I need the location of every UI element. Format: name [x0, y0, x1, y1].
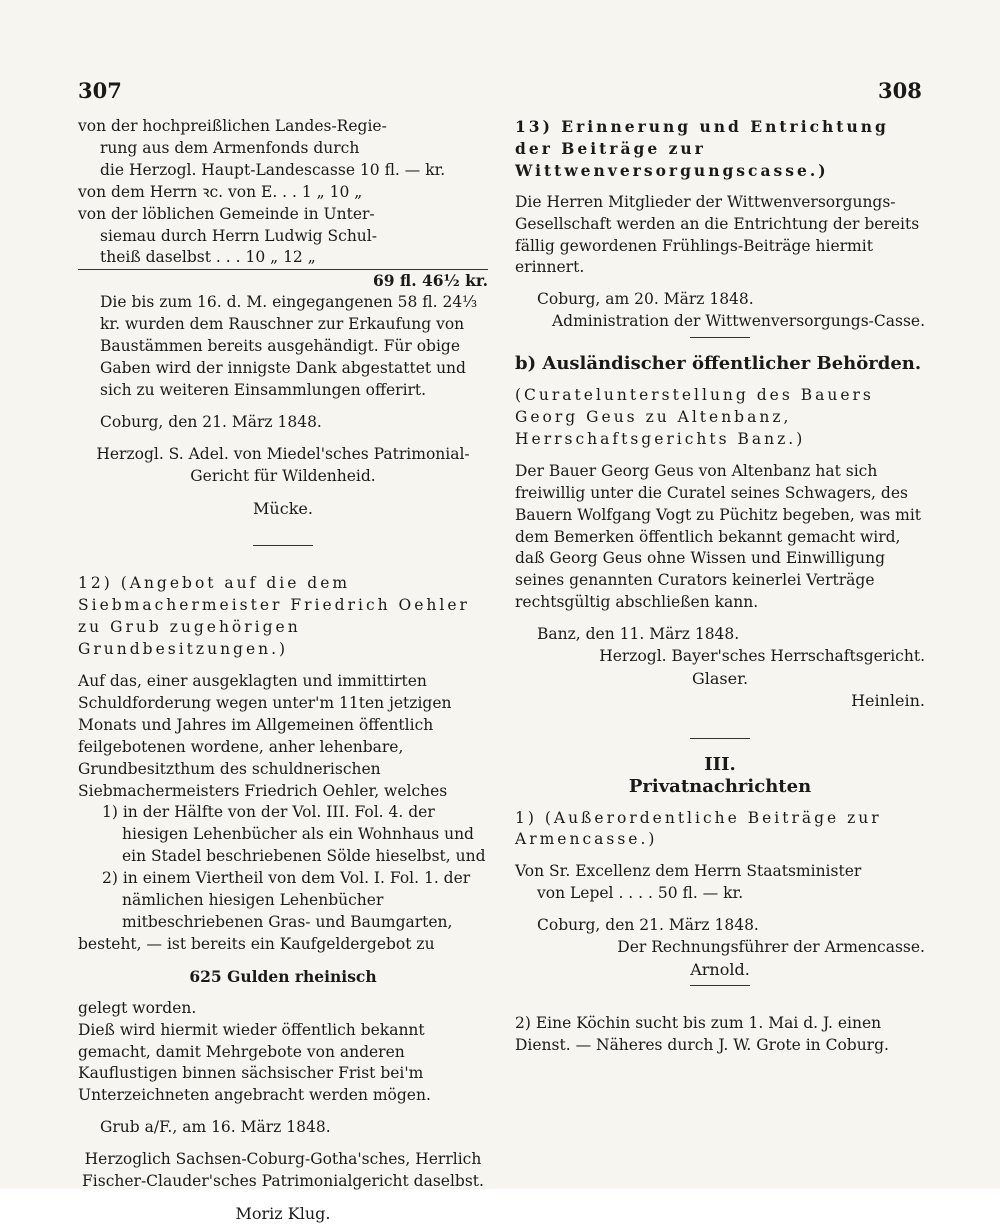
bid-amount: 625 Gulden rheinisch — [189, 966, 377, 986]
item-paragraph: von Lepel . . . . 50 fl. — kr. — [537, 884, 744, 903]
court-name: Herzoglich Sachsen-Coburg-Gotha'sches, Herrlich Fischer-Clauder'sches Patrimonialgericht daselbst. — [82, 1150, 484, 1191]
signature: Heinlein. — [851, 690, 925, 710]
administration-name: Administration der Wittwenversorgungs-Casse. — [551, 312, 925, 331]
donation-line: die Herzogl. Haupt-Landescasse 10 fl. — kr. — [100, 160, 446, 179]
signature: Arnold. — [690, 960, 750, 979]
right-column — [515, 116, 925, 1057]
item-title: 1) (Außerordentliche Beiträge zur Armencasse.) — [515, 808, 882, 849]
donation-sum: 69 fl. 46½ kr. — [78, 269, 488, 292]
item-paragraph: besteht, — ist bereits ein Kaufgeldergebot zu — [78, 934, 435, 953]
divider — [78, 541, 488, 551]
item-paragraph: 2) Eine Köchin sucht bis zum 1. Mai d. J. einen Dienst. — Näheres durch J. W. Grote in Coburg. — [515, 1013, 889, 1054]
thanks-paragraph: Die bis zum 16. d. M. eingegangenen 58 fl. 24⅓ kr. wurden dem Rauschner zur Erkaufung von Baustämmen bereits ausgehändigt. Für obige Gaben wird der innigste Dank abgestattet und sich zu weiteren Einsammlungen offerirt. — [100, 293, 478, 399]
donation-line: von der hochpreißlichen Landes-Regie- — [78, 117, 387, 135]
list-item: 2) in einem Viertheil von dem Vol. I. Fol. 1. der nämlichen hiesigen Lehenbücher mitbeschriebenen Gras- und Baumgarten, — [102, 869, 471, 931]
divider — [515, 734, 925, 744]
item-paragraph: gelegt worden. — [78, 998, 197, 1017]
donation-line: theiß daselbst . . . 10 „ 12 „ — [100, 248, 316, 267]
donation-line: von der löblichen Gemeinde in Unter- — [78, 204, 375, 223]
date-line: Grub a/F., am 16. März 1848. — [100, 1118, 331, 1137]
page-number-right: 308 — [878, 78, 922, 103]
left-column — [78, 116, 488, 1225]
item-paragraph: Auf das, einer ausgeklagten und immittirten Schuldforderung wegen unter'm 11ten jetzigen Monats und Jahres im Allgemeinen öffentlich feilgebotenen wordene, anher lehenbare, Grundbesitzthum des schuldnerischen Siebmachermeisters Friedrich Oehler, welches — [78, 672, 452, 800]
divider — [515, 981, 925, 991]
section-heading: b) Ausländischer öffentlicher Behörden. — [515, 353, 922, 375]
section-heading: Privatnachrichten — [628, 775, 812, 797]
list-item: 1) in der Hälfte von der Vol. III. Fol. 4. der hiesigen Lehenbücher als ein Wohnhaus und ein Stadel beschriebenen Sölde hieselbst, und — [102, 803, 486, 866]
court-name: Herzogl. S. Adel. von Miedel'sches Patrimonial-Gericht für Wildenheid. — [96, 444, 470, 485]
item-title: (Curatelunterstellung des Bauers Georg Geus zu Altenbanz, Herrschaftsgerichts Banz.) — [515, 386, 874, 448]
page-number-left: 307 — [78, 78, 122, 103]
donation-line: rung aus dem Armenfonds durch — [100, 138, 360, 157]
date-line: Coburg, am 20. März 1848. — [537, 290, 754, 309]
divider — [515, 333, 925, 343]
donation-line: von dem Herrn ꝛc. von E. . . 1 „ 10 „ — [78, 182, 363, 201]
item-paragraph: Die Herren Mitglieder der Wittwenversorgungs-Gesellschaft werden an die Entrichtung der bereits fällig gewordenen Frühlings-Beiträge hiermit erinnert. — [515, 192, 920, 277]
court-name: Herzogl. Bayer'sches Herrschaftsgericht. — [599, 647, 925, 666]
item-paragraph: Von Sr. Excellenz dem Herrn Staatsminister — [515, 862, 862, 881]
signature: Glaser. — [691, 668, 749, 688]
date-line: Banz, den 11. März 1848. — [537, 625, 740, 644]
office-name: Der Rechnungsführer der Armencasse. — [617, 938, 925, 957]
section-number: III. — [704, 753, 736, 775]
date-line: Coburg, den 21. März 1848. — [100, 412, 322, 431]
item-title: 13) Erinnerung und Entrichtung der Beiträge zur Wittwenversorgungscasse.) — [515, 117, 889, 180]
item-paragraph: Dieß wird hiermit wieder öffentlich bekannt gemacht, damit Mehrgebote von anderen Kauflustigen binnen sächsischer Frist bei'm Unterzeichneten angebracht werden mögen. — [78, 1020, 431, 1105]
date-line: Coburg, den 21. März 1848. — [537, 916, 759, 935]
item-title: 12) (Angebot auf die dem Siebmachermeister Friedrich Oehler zu Grub zugehörigen Grundbesitzungen.) — [78, 574, 470, 659]
donation-line: siemau durch Herrn Ludwig Schul- — [100, 226, 377, 245]
signature: Mücke. — [253, 498, 313, 518]
signature: Moriz Klug. — [235, 1203, 331, 1223]
item-paragraph: Der Bauer Georg Geus von Altenbanz hat sich freiwillig unter die Curatel seines Schwagers, des Bauern Wolfgang Vogt zu Püchitz begeben, was mit dem Bemerken öffentlich bekannt gemacht wird, daß Georg Geus ohne Wissen und Einwilligung seines genannten Curators keinerlei Verträge rechtsgültig abschließen kann. — [515, 461, 922, 612]
